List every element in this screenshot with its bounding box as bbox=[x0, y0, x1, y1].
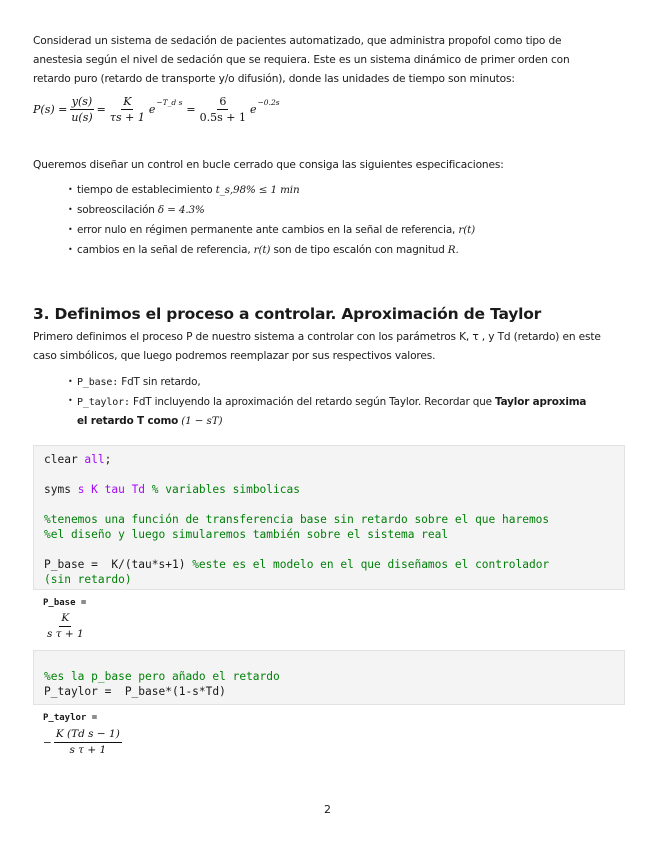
specs-list bbox=[68, 180, 475, 260]
intro-paragraph bbox=[33, 32, 625, 89]
code-cell[interactable] bbox=[33, 445, 625, 590]
page-number: 2 bbox=[324, 803, 331, 816]
code-comment: (sin retardo) bbox=[44, 573, 132, 586]
intro-line: retardo puro (retardo de transporte y/o difusión), donde las unidades de tiempo son minutos: bbox=[33, 73, 515, 85]
list-item: • cambios en la señal de referencia, r(t) son de tipo escalón con magnitud R. bbox=[68, 240, 475, 260]
output-expression: $\frac{K}{\text{s τ + 1}}$ bbox=[47, 612, 84, 640]
list-item: • tiempo de establecimiento t_s,98% ≤ 1 min bbox=[68, 180, 475, 200]
bold-text: el retardo T como bbox=[77, 415, 179, 427]
eq-fraction: $\frac{y(s)}{u(s)}$ bbox=[71, 94, 93, 124]
spec-math: r(t) bbox=[458, 224, 476, 236]
intro-line: Considerad un sistema de sedación de pacientes automatizado, que administra propofol como tipo de bbox=[33, 35, 562, 47]
code-line: P_taylor = P_base*(1-s*Td) bbox=[44, 685, 226, 698]
code-comment: %es la p_base pero añado el retardo bbox=[44, 670, 280, 683]
taylor-math: (1 − sT) bbox=[181, 415, 223, 427]
inline-code: P_base: bbox=[77, 377, 119, 388]
eq-exp-base: e bbox=[148, 102, 156, 116]
inline-code: P_taylor: bbox=[77, 397, 130, 408]
output-label: P_base = bbox=[43, 598, 87, 608]
code-line: syms s K tau Td % variables simbolicas bbox=[44, 483, 300, 496]
intro-line: anestesia según el nivel de sedación que se requiera. Este es un sistema dinámico de primer orden con bbox=[33, 54, 570, 66]
spec-math: δ = 4.3% bbox=[157, 204, 205, 216]
eq-exp-base: e bbox=[250, 102, 257, 116]
transfer-function-equation bbox=[33, 92, 280, 126]
output-label: P_taylor = bbox=[43, 713, 98, 723]
list-item: • sobreoscilación δ = 4.3% bbox=[68, 200, 475, 220]
code-cell[interactable] bbox=[33, 650, 625, 705]
eq-equals: = bbox=[186, 102, 196, 116]
section-paragraph: Primero definimos el proceso P de nuestro sistema a controlar con los parámetros K, τ , y Td (retardo) en este caso simbólicos, que luego podremos reemplazar por sus respectivos valores. bbox=[33, 331, 601, 362]
bold-text: Taylor aproxima bbox=[495, 396, 587, 408]
eq-equals: = bbox=[96, 102, 106, 116]
output-expression: − $\frac{\text{K (Td s − 1)}}{\text{s τ + 1}}$ bbox=[43, 728, 120, 756]
definitions-list bbox=[68, 372, 628, 430]
spec-math: R. bbox=[447, 244, 459, 256]
code-comment: %tenemos una función de transferencia base sin retardo sobre el que haremos bbox=[44, 513, 550, 526]
code-line: P_base = K/(tau*s+1) %este es el modelo en el que diseñamos el controlador bbox=[44, 558, 550, 571]
eq-fraction: $\frac{K}{\tau s + 1}$ bbox=[109, 94, 145, 124]
specs-intro: Queremos diseñar un control en bucle cerrado que consiga las siguientes especificaciones: bbox=[33, 159, 504, 171]
eq-exponent: −0.2s bbox=[257, 97, 280, 107]
eq-fraction: $\frac{6}{0.5s + 1}$ bbox=[199, 94, 246, 124]
list-item: • P_base: FdT sin retardo, bbox=[68, 372, 628, 392]
code-line: clear all; bbox=[44, 453, 112, 466]
list-item: • P_taylor: FdT incluyendo la aproximación del retardo según Taylor. Recordar que Taylor aproxima el retardo T como (1 − sT) bbox=[68, 392, 628, 430]
spec-math: r(t) bbox=[253, 244, 271, 256]
spec-math: t_s,98% ≤ 1 min bbox=[215, 184, 300, 196]
section-heading: 3. Definimos el proceso a controlar. Aproximación de Taylor bbox=[33, 305, 542, 323]
eq-exponent: −T_d s bbox=[156, 97, 183, 107]
eq-lhs: P(s) = bbox=[33, 102, 68, 116]
code-comment: %el diseño y luego simularemos también sobre el sistema real bbox=[44, 528, 449, 541]
list-item: • error nulo en régimen permanente ante cambios en la señal de referencia, r(t) bbox=[68, 220, 475, 240]
